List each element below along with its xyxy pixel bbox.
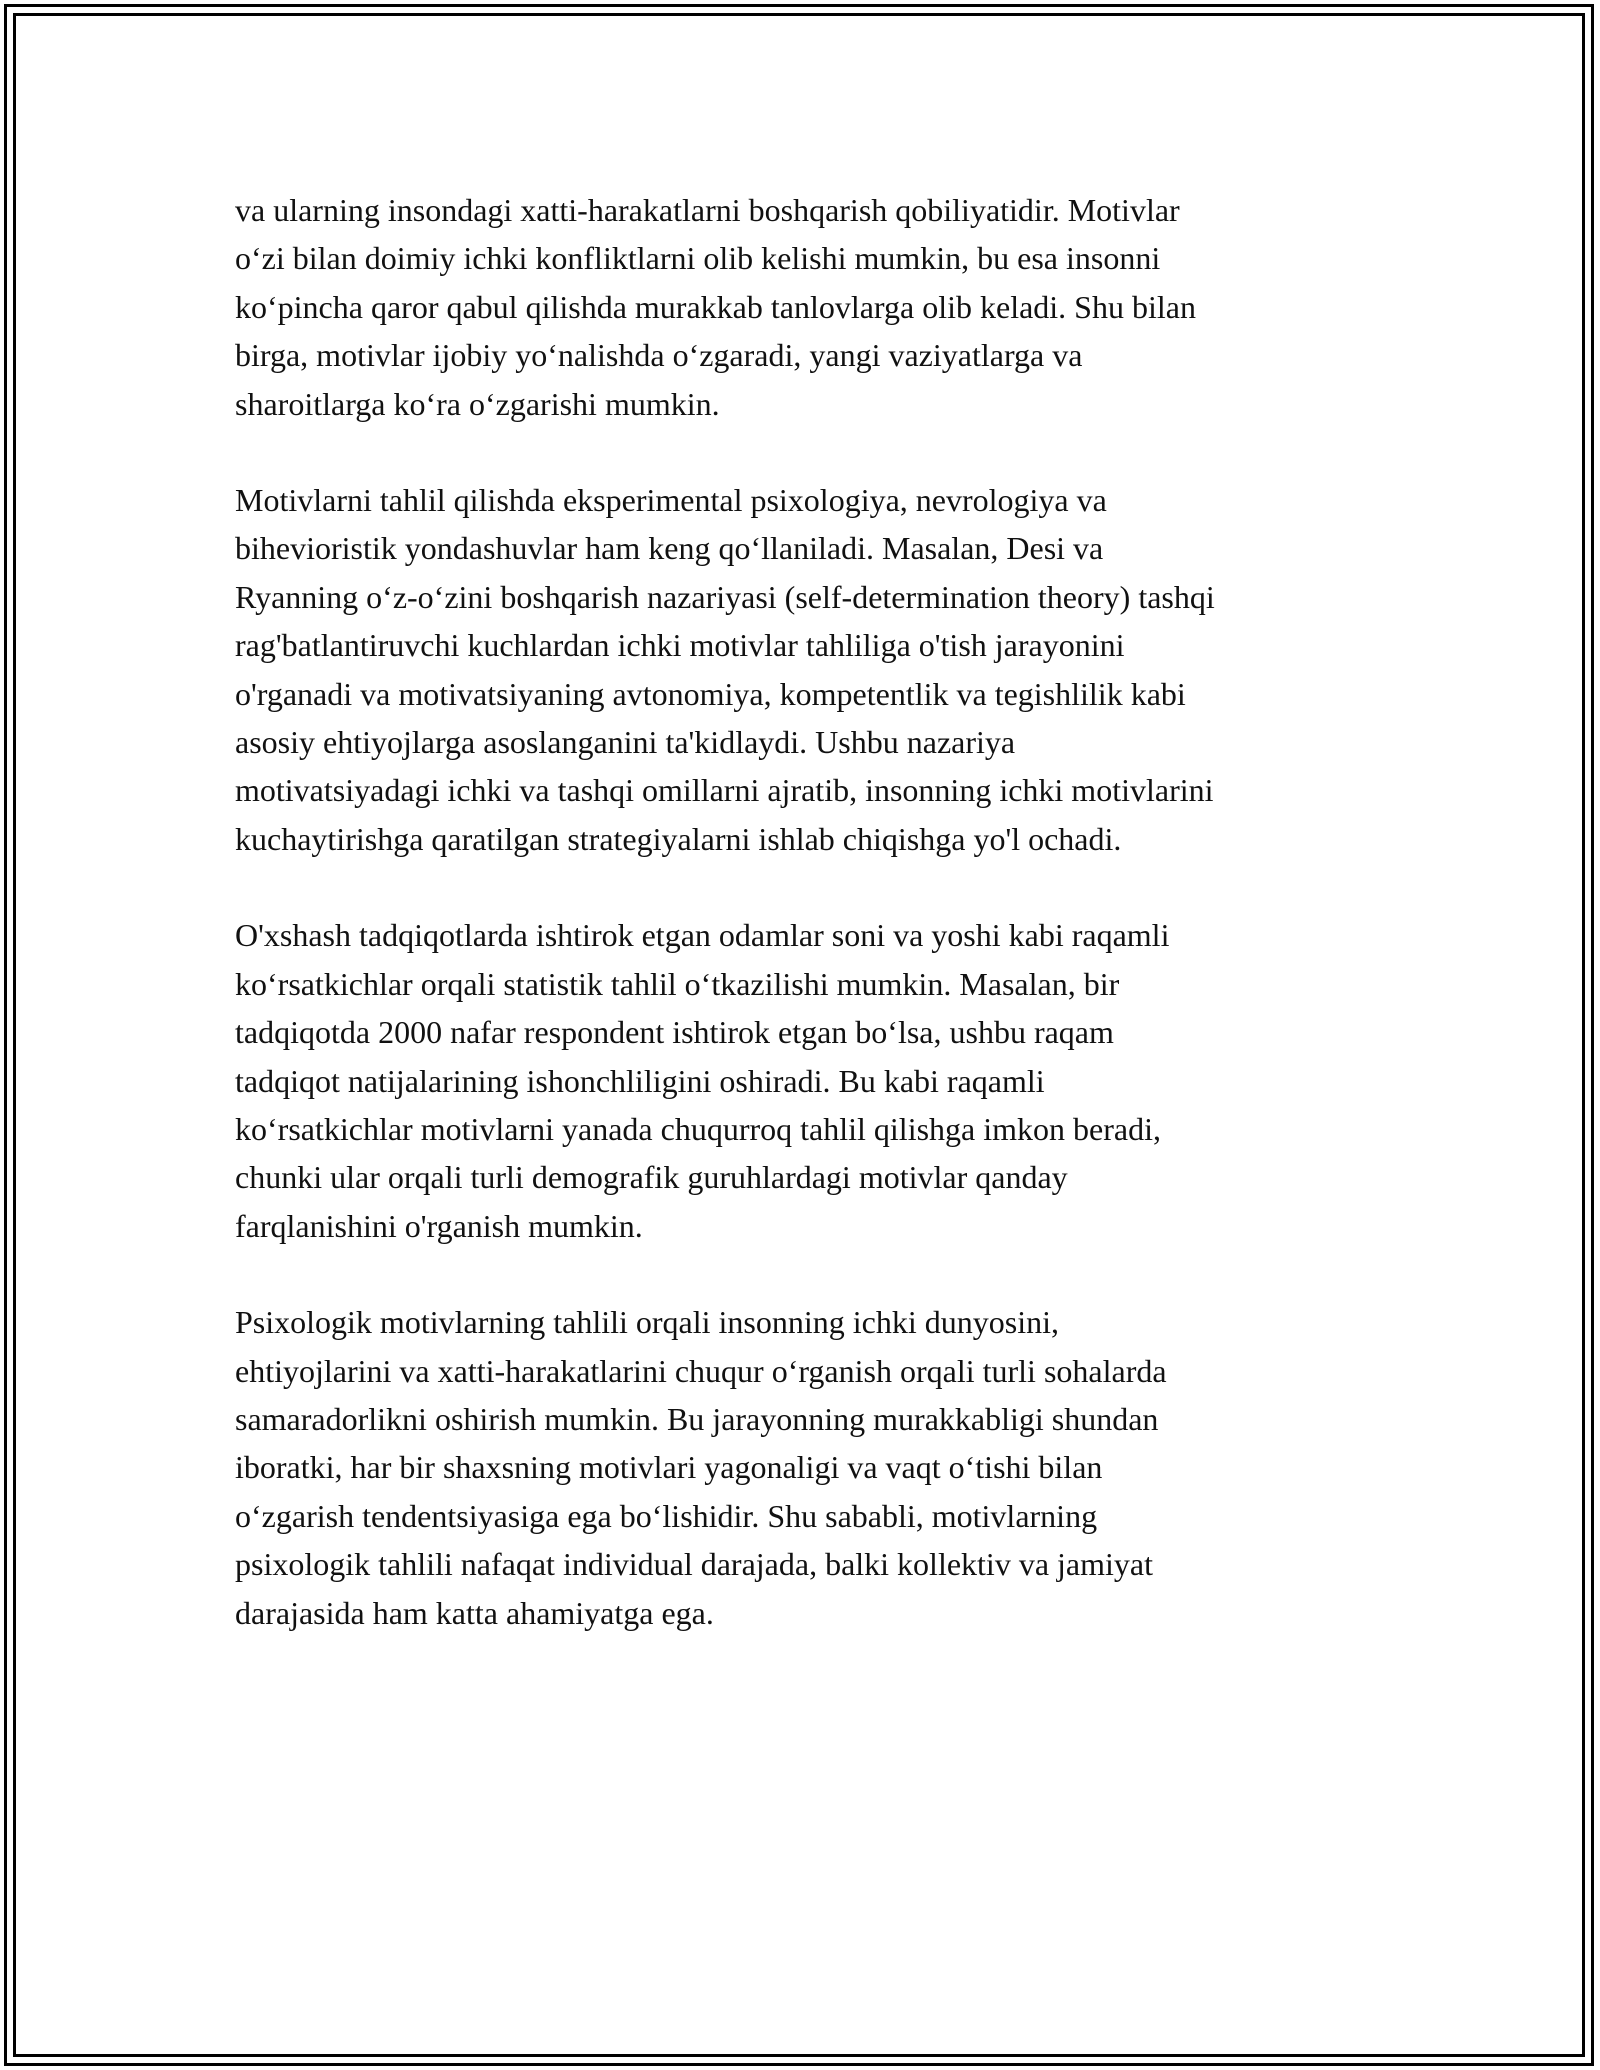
- paragraph-1: va ularning insondagi xatti-harakatlarni boshqarish qobiliyatidir. Motivlar o‘zi bilan doimiy ichki konfliktlarni olib kelishi mumkin, bu esa insonni ko‘pincha qaror qabul qilishda murakkab tanlovlarga olib keladi. Shu bilan birga, motivlar ijobiy yo‘nalishda o‘zgaradi, yangi vaziyatlarga va sharoitlarga ko‘ra o‘zgarishi mumkin.: [235, 192, 1196, 422]
- paragraph-3: O'xshash tadqiqotlarda ishtirok etgan odamlar soni va yoshi kabi raqamli ko‘rsatkichlar orqali statistik tahlil o‘tkazilishi mumkin. Masalan, bir tadqiqotda 2000 nafar respondent ishtirok etgan bo‘lsa, ushbu raqam tadqiqot natijalarining ishonchliligini oshiradi. Bu kabi raqamli ko‘rsatkichlar motivlarni yanada chuqurroq tahlil qilishga imkon beradi, chunki ular orqali turli demografik guruhlardagi motivlar qanday farqlanishini o'rganish mumkin.: [235, 917, 1170, 1244]
- paragraph-4: Psixologik motivlarning tahlili orqali insonning ichki dunyosini, ehtiyojlarini va xatti-harakatlarini chuqur o‘rganish orqali turli sohalarda samaradorlikni oshirish mumkin. Bu jarayonning murakkabligi shundan iboratki, har bir shaxsning motivlari yagonaligi va vaqt o‘tishi bilan o‘zgarish tendentsiyasiga ega bo‘lishidir. Shu sababli, motivlarning psixologik tahlili nafaqat individual darajada, balki kollektiv va jamiyat darajasida ham katta ahamiyatga ega.: [235, 1304, 1167, 1631]
- document-body: [235, 186, 1375, 1685]
- paragraph-2: Motivlarni tahlil qilishda eksperimental psixologiya, nevrologiya va bihevioristik yondashuvlar ham keng qo‘llaniladi. Masalan, Desi va Ryanning o‘z-o‘zini boshqarish nazariyasi (self-determination theory) tashqi rag'batlantiruvchi kuchlardan ichki motivlar tahliliga o'tish jarayonini o'rganadi va motivatsiyaning avtonomiya, kompetentlik va tegishlilik kabi asosiy ehtiyojlarga asoslanganini ta'kidlaydi. Ushbu nazariya motivatsiyadagi ichki va tashqi omillarni ajratib, insonning ichki motivlarini kuchaytirishga qaratilgan strategiyalarni ishlab chiqishga yo'l ochadi.: [235, 482, 1215, 857]
